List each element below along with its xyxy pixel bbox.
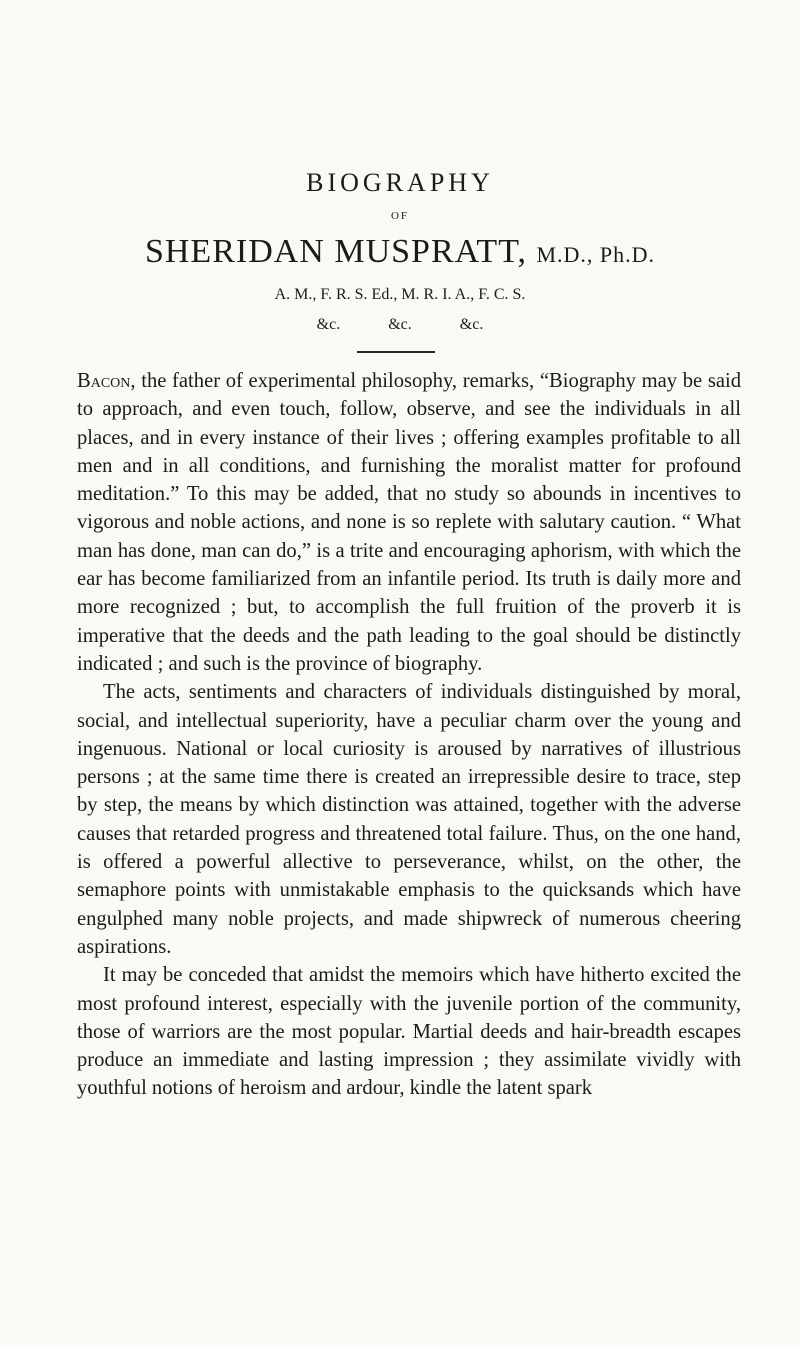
subject-etcetera: &c. &c. &c. <box>316 316 484 333</box>
paragraph-1 <box>77 367 741 678</box>
paragraph-1-text: the father of experimental philosophy, remarks, “Biography may be said to approach, and even touch, follow, observe, and see the individuals in all places, and in every instance of their lives ; offering examples profitable to all men and in all conditions, and furnishing the moralist matter for profound meditation.” To this may be added, that no study so abounds in incentives to vigorous and noble actions, and none is so replete with salutary caution. “ What man has done, man can do,” is a trite and encouraging aphorism, with which the ear has become familiarized from an infantile period. Its truth is daily more and more recognized ; but, to accomplish the full fruition of the proverb it is imperative that the deeds and the path leading to the goal should be distinctly indicated ; and such is the province of biography. <box>77 370 741 675</box>
section-divider <box>357 351 435 353</box>
subject-name-text: SHERIDAN MUSPRATT, <box>144 233 527 270</box>
body-text <box>77 367 741 1103</box>
title-connector: OF <box>390 210 410 222</box>
subject-name-degrees: M.D., Ph.D. <box>536 242 656 267</box>
paragraph-3: It may be conceded that amidst the memoirs which have hitherto excited the most profound interest, especially with the juvenile portion of the community, those of warriors are the most popular. Martial deeds and hair-breadth escapes produce an immediate and lasting impression ; they assimilate vividly with youthful notions of heroism and ardour, kindle the latent spark <box>77 964 741 1100</box>
subject-credentials: A. M., F. R. S. Ed., M. R. I. A., F. C. S. <box>274 286 526 303</box>
paragraph-2: The acts, sentiments and characters of individuals distinguished by moral, social, and intellectual superiority, have a peculiar charm over the young and ingenuous. National or local curiosity is aroused by narratives of illustrious persons ; at the same time there is created an irrepressible desire to trace, step by step, the means by which distinction was attained, together with the adverse causes that retarded progress and threatened total failure. Thus, on the one hand, is offered a powerful allective to perseverance, whilst, on the other, the semaphore points with unmistakable emphasis to the quicksands which have engulphed many noble projects, and made shipwreck of numerous cheering aspirations. <box>77 681 741 958</box>
subject-name <box>0 233 800 271</box>
book-title: BIOGRAPHY <box>306 168 494 197</box>
lead-word: Bacon, <box>77 370 136 392</box>
